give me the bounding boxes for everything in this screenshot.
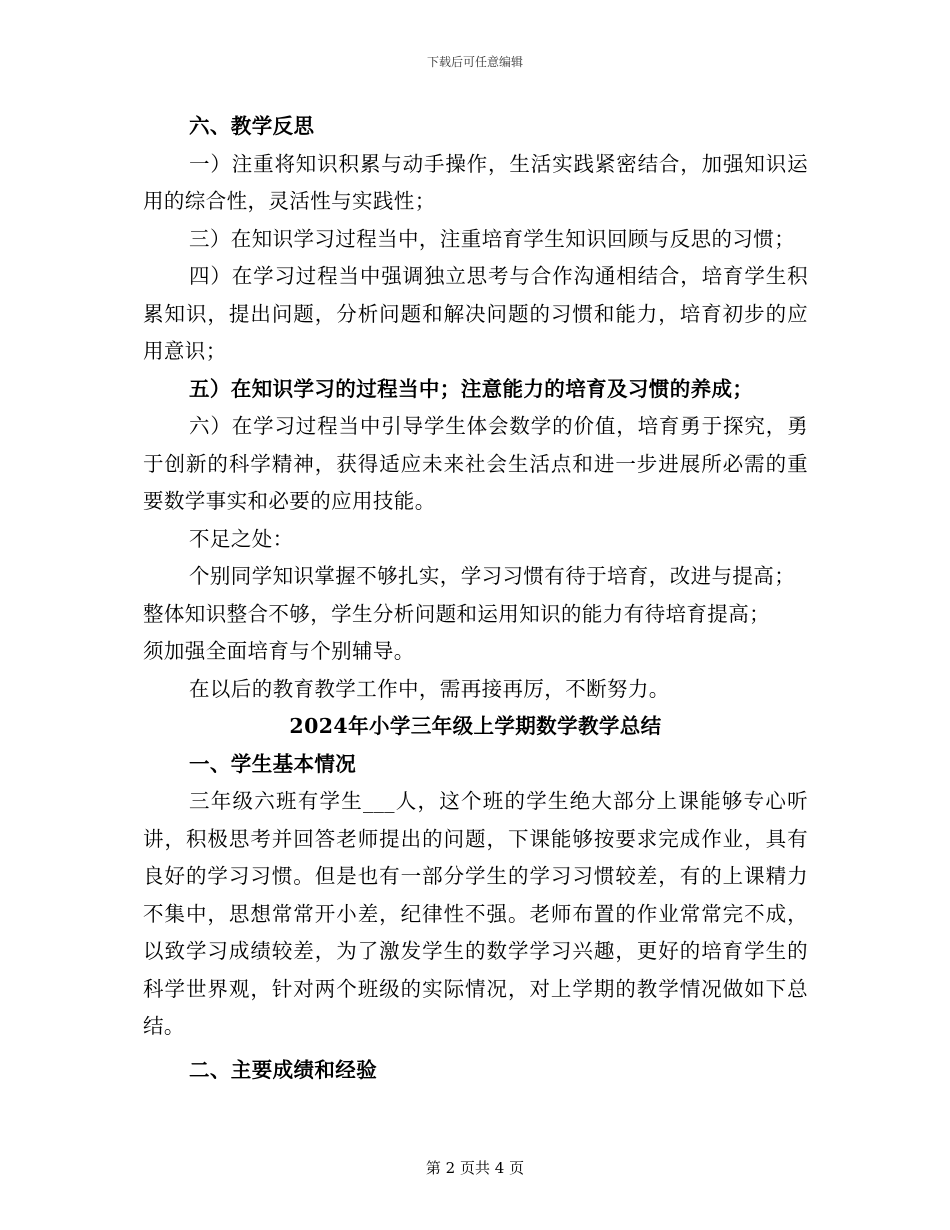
document-body (143, 108, 808, 1089)
paragraph-bold: 五）在知识学习的过程当中；注意能力的培育及习惯的养成； (189, 376, 754, 401)
paragraph: 整体知识整合不够，学生分析问题和运用知识的能力有待培育提高； (143, 601, 770, 626)
document-title: 2024年小学三年级上学期数学教学总结 (289, 714, 662, 738)
paragraph: 在以后的教育教学工作中，需再接再厉，不断努力。 (189, 676, 670, 701)
paragraph: 个别同学知识掌握不够扎实，学习习惯有待于培育，改进与提高； (189, 564, 796, 588)
paragraph: 三年级六班有学生___人，这个班的学生绝大部分上课能够专心听讲，积极思考并回答老师提出的问题，下课能够按要求完成作业，具有良好的学习习惯。但是也有一部分学生的学习习惯较差，有的上课精力不集中，思想常常开小差，纪律性不强。老师布置的作业常常完不成，以致学习成绩较差，为了激发学生的数学学习兴趣，更好的培育学生的科学世界观，针对两个班级的实际情况，对上学期的教学情况做如下总结。 (143, 789, 808, 1038)
page-header: 下载后可任意编辑 (426, 55, 523, 69)
section-heading-reflection: 六、教学反思 (189, 114, 315, 138)
section-heading-achievements: 二、主要成绩和经验 (189, 1057, 378, 1082)
page-footer: 第 2 页共 4 页 (425, 1159, 525, 1177)
paragraph: 一）注重将知识积累与动手操作，生活实践紧密结合，加强知识运用的综合性，灵活性与实践性； (143, 151, 808, 213)
paragraph: 三）在知识学习过程当中，注重培育学生知识回顾与反思的习惯； (189, 226, 796, 251)
paragraph: 四）在学习过程当中强调独立思考与合作沟通相结合，培育学生积累知识，提出问题，分析问题和解决问题的习惯和能力，培育初步的应用意识； (143, 264, 808, 363)
paragraph: 不足之处： (189, 526, 294, 551)
paragraph: 须加强全面培育与个别辅导。 (143, 639, 415, 663)
paragraph: 六）在学习过程当中引导学生体会数学的价值，培育勇于探究，勇于创新的科学精神，获得适应未来社会生活点和进一步进展所必需的重要数学事实和必要的应用技能。 (143, 414, 808, 513)
section-heading-students: 一、学生基本情况 (189, 751, 357, 776)
